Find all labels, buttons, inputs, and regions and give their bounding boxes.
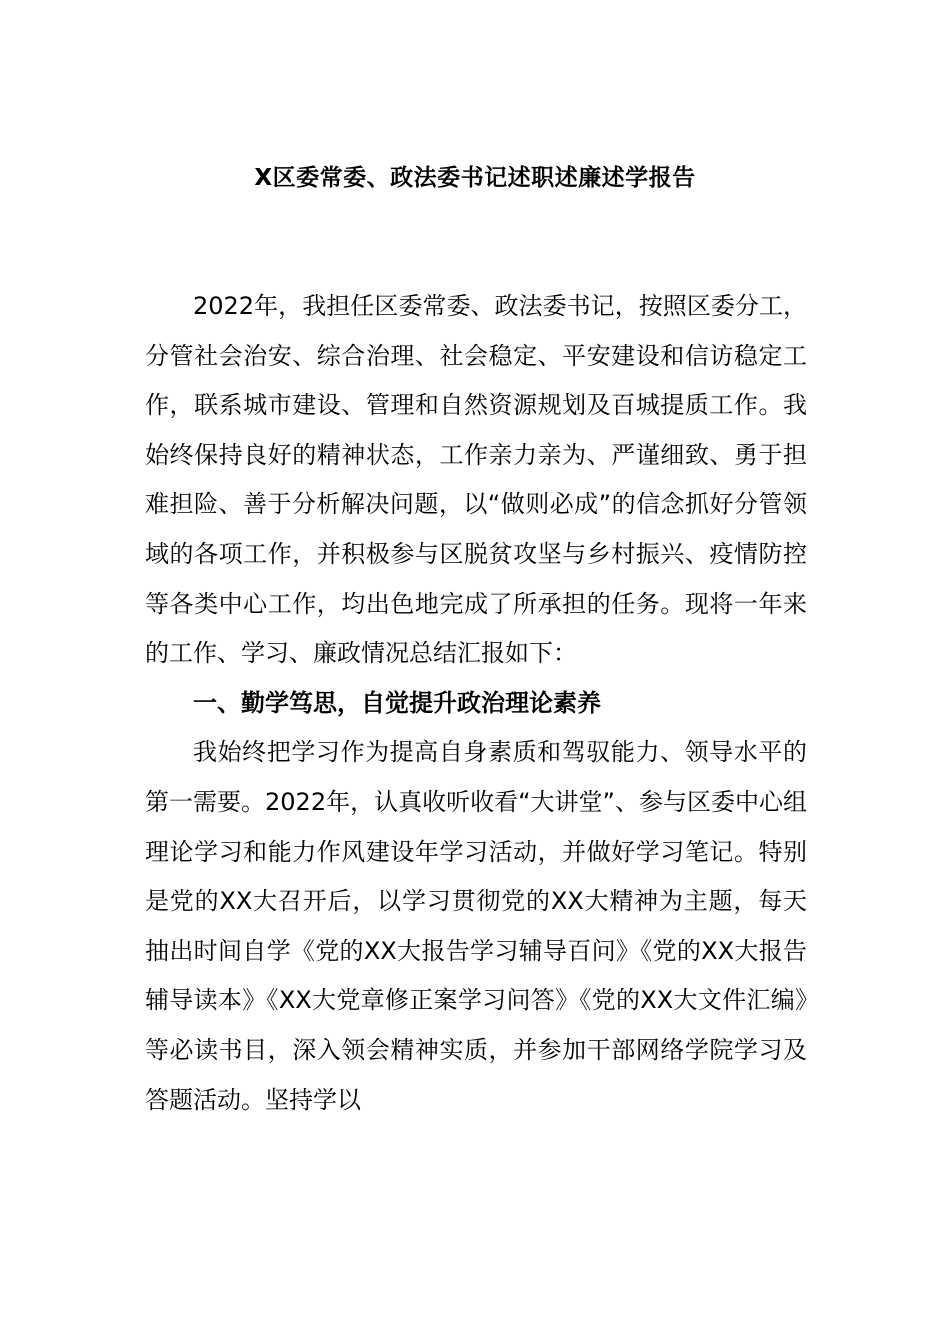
paragraph-study: 我始终把学习作为提高自身素质和驾驭能力、领导水平的第一需要。2022年，认真收听收看“大讲堂”、参与区委中心组理论学习和能力作风建设年学习活动，并做好学习笔记。特别是党的XX大召开后，以学习贯彻党的XX大精神为主题，每天抽出时间自学《党的XX大报告学习辅导百问》《党的XX大报告辅导读本》《XX大党章修正案学习问答》《党的XX大文件汇编》等必读书目，深入领会精神实质，并参加干部网络学院学习及答题活动。坚持学以 <box>145 738 807 1114</box>
section-heading-1: 一、勤学笃思，自觉提升政治理论素养 <box>193 688 601 717</box>
document-body <box>145 282 807 1125</box>
paragraph-intro: 2022年，我担任区委常委、政法委书记，按照区委分工，分管社会治安、综合治理、社会稳定、平安建设和信访稳定工作，联系城市建设、管理和自然资源规划及百城提质工作。我始终保持良好的精神状态，工作亲力亲为、严谨细致、勇于担难担险、善于分析解决问题，以“做则必成”的信念抓好分管领域的各项工作，并积极参与区脱贫攻坚与乡村振兴、疫情防控等各类中心工作，均出色地完成了所承担的任务。现将一年来的工作、学习、廉政情况总结汇报如下： <box>145 292 807 668</box>
document-title: X区委常委、政法委书记述职述廉述学报告 <box>254 165 696 191</box>
